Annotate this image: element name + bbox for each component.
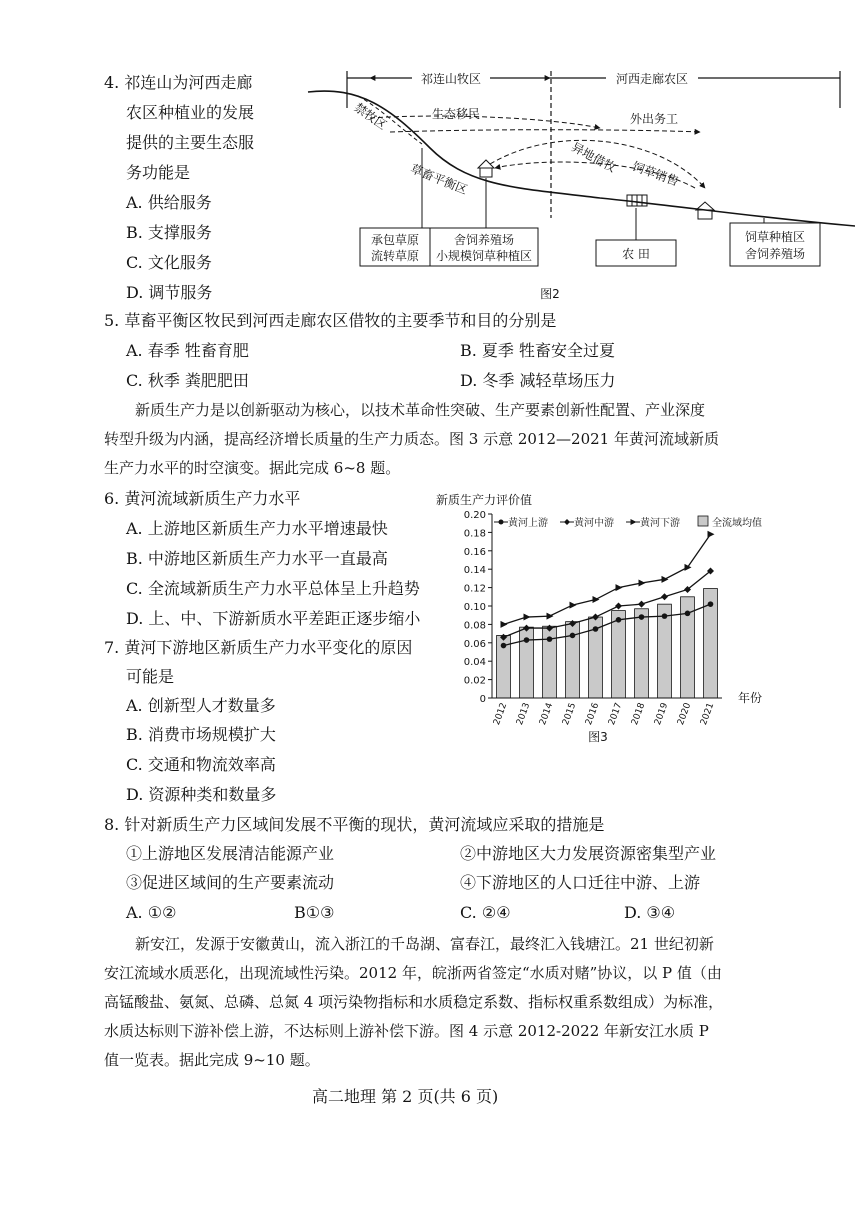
y-tick-label: 0.10 [463, 602, 486, 613]
q7-option-b[interactable]: B. 消费市场规模扩大 [126, 725, 276, 744]
point-diamond [638, 601, 645, 608]
q5-option-b[interactable]: B. 夏季 牲畜安全过夏 [460, 341, 616, 360]
q7-stem-line-2: 可能是 [126, 667, 175, 686]
legend-marker-triangle [631, 519, 637, 525]
x-tick-label: 2021 [699, 701, 717, 727]
point-circle [570, 633, 576, 639]
q4-option-b[interactable]: B. 支撑服务 [126, 223, 212, 242]
y-tick-label: 0.18 [463, 528, 486, 540]
q4-option-c[interactable]: C. 文化服务 [126, 253, 212, 272]
q4-stem-line-4: 务功能是 [126, 163, 191, 182]
q8-option-a[interactable]: A. ①② [126, 903, 177, 922]
bar-average [635, 609, 649, 698]
q8-option-c[interactable]: C. ②④ [460, 903, 511, 922]
x-tick-label: 2013 [515, 701, 533, 727]
q4-option-a[interactable]: A. 供给服务 [126, 193, 212, 212]
passage-1-line-2: 转型升级为内涵，提高经济增长质量的生产力质态。图 3 示意 2012—2021 年黄河流域新质 [104, 430, 719, 448]
point-diamond [661, 593, 668, 600]
point-triangle [685, 564, 692, 571]
svg-text:承包草原: 承包草原 [370, 233, 420, 247]
passage-2-line-1: 新安江，发源于安徽黄山，流入浙江的千岛湖、富春江，最终汇入钱塘江。21 世纪初新 [135, 935, 714, 953]
chart-y-axis-title: 新质生产力评价值 [436, 493, 533, 507]
passage-2-line-2: 安江流域水质恶化，出现流域性污染。2012 年，皖浙两省签定“水质对赌”协议，以 P 值（由 [104, 964, 722, 982]
legend-label: 黄河中游 [574, 518, 614, 529]
q6-option-d[interactable]: D. 上、中、下游新质水平差距正逐步缩小 [126, 609, 421, 628]
region-right-label: 河西走廊农区 [615, 72, 689, 86]
point-circle [593, 626, 599, 632]
point-circle [708, 601, 714, 607]
q8-stem: 8. 针对新质生产力区域间发展不平衡的现状，黄河流域应采取的措施是 [104, 815, 605, 834]
q5-option-d[interactable]: D. 冬季 减轻草场压力 [460, 371, 616, 390]
fodder-label: 饲草销售 [630, 159, 681, 189]
point-circle [639, 614, 645, 620]
point-circle [524, 637, 530, 643]
passage-2-line-5: 值一览表。据此完成 9~10 题。 [104, 1051, 320, 1069]
legend-swatch-bar [698, 516, 708, 526]
x-tick-label: 2018 [630, 701, 648, 727]
x-tick-label: 2016 [584, 701, 602, 727]
svg-text:小规模饲草种植区: 小规模饲草种植区 [435, 249, 533, 263]
q7-option-a[interactable]: A. 创新型人才数量多 [126, 696, 276, 715]
figure-3-chart [436, 490, 784, 748]
q8-option-b[interactable]: B①③ [294, 903, 335, 922]
q4-stem-line-1: 4. 祁连山为河西走廊 [104, 73, 253, 92]
point-circle [501, 643, 507, 649]
q8-item-2: ②中游地区大力发展资源密集型产业 [460, 844, 717, 863]
svg-text:舍饲养殖场: 舍饲养殖场 [453, 233, 515, 247]
passage-2-line-4: 水质达标则下游补偿上游，不达标则上游补偿下游。图 4 示意 2012-2022 年新安江水质 P [104, 1022, 709, 1040]
point-triangle [593, 596, 600, 603]
passage-1-line-1: 新质生产力是以创新驱动为核心，以技术革命性突破、生产要素创新性配置、产业深度 [135, 401, 706, 419]
page-footer: 高二地理 第 2 页(共 6 页) [312, 1087, 499, 1106]
point-circle [685, 611, 691, 617]
y-tick-label: 0.06 [463, 638, 486, 650]
point-triangle [570, 602, 577, 609]
legend-marker-diamond [564, 519, 570, 525]
y-tick-label: 0.12 [463, 583, 486, 595]
bar-average [612, 611, 626, 698]
legend-label: 全流域均值 [712, 518, 762, 529]
q5-option-c[interactable]: C. 秋季 粪肥肥田 [126, 371, 249, 390]
svg-text:饲草种植区: 饲草种植区 [744, 230, 806, 244]
point-circle [616, 617, 622, 623]
svg-text:舍饲养殖场: 舍饲养殖场 [744, 247, 806, 261]
y-tick-label: 0.02 [463, 675, 486, 687]
q6-option-a[interactable]: A. 上游地区新质生产力水平增速最快 [126, 519, 388, 538]
point-triangle [524, 614, 531, 621]
point-triangle [501, 621, 508, 628]
point-triangle [639, 580, 646, 587]
point-circle [662, 613, 668, 619]
migration-arrow [370, 116, 600, 128]
q4-stem-line-3: 提供的主要生态服 [126, 133, 255, 152]
point-triangle [547, 613, 554, 620]
migration-label: 生态移民 [432, 107, 481, 121]
legend-label: 黄河下游 [640, 518, 680, 529]
zone-balance-label: 草畜平衡区 [408, 161, 470, 198]
point-triangle [616, 584, 623, 591]
passage-1-line-3: 生产力水平的时空演变。据此完成 6~8 题。 [104, 459, 401, 477]
figure-2-caption: 图2 [540, 287, 560, 301]
work-arrow [390, 130, 700, 132]
q5-stem: 5. 草畜平衡区牧民到河西走廊农区借牧的主要季节和目的分别是 [104, 311, 557, 330]
q5-option-a[interactable]: A. 春季 牲畜育肥 [126, 341, 249, 360]
line-diamond [504, 571, 711, 637]
x-tick-label: 2012 [492, 701, 510, 727]
q6-option-c[interactable]: C. 全流域新质生产力水平总体呈上升趋势 [126, 579, 420, 598]
farm-house-icon [696, 202, 714, 219]
q7-option-c[interactable]: C. 交通和物流效率高 [126, 755, 276, 774]
passage-2-line-3: 高锰酸盐、氨氮、总磷、总氮 4 项污染物指标和水质稳定系数、指标权重系数组成）为标准， [104, 993, 724, 1011]
q6-option-b[interactable]: B. 中游地区新质生产力水平一直最高 [126, 549, 388, 568]
chart-x-axis-title: 年份 [738, 691, 763, 705]
q7-stem-line-1: 7. 黄河下游地区新质生产力水平变化的原因 [104, 638, 413, 657]
line-circle [504, 604, 711, 645]
region-left-label: 祁连山牧区 [420, 72, 482, 86]
point-triangle [708, 531, 715, 538]
point-triangle [662, 576, 669, 583]
q8-item-3: ③促进区域间的生产要素流动 [126, 873, 335, 892]
y-tick-label: 0.08 [463, 620, 486, 632]
legend-label: 黄河上游 [508, 518, 548, 529]
q6-stem: 6. 黄河流域新质生产力水平 [104, 489, 301, 508]
y-tick-label: 0.14 [463, 565, 486, 577]
y-tick-label: 0 [479, 694, 486, 705]
x-tick-label: 2020 [676, 701, 694, 727]
y-tick-label: 0.16 [463, 546, 486, 558]
point-circle [547, 636, 553, 642]
legend-marker-circle [499, 520, 504, 525]
q8-item-4: ④下游地区的人口迁往中游、上游 [460, 873, 701, 892]
work-label: 外出务工 [630, 112, 679, 126]
svg-text:流转草原: 流转草原 [370, 249, 420, 263]
x-tick-label: 2015 [561, 701, 579, 727]
borrow-label: 异地借牧 [569, 139, 619, 175]
y-tick-label: 0.04 [463, 657, 486, 669]
zone-jinmu-label: 禁牧区 [351, 100, 390, 133]
figure-3-caption: 图3 [588, 730, 608, 744]
figure-2-diagram [300, 68, 855, 308]
q7-option-d[interactable]: D. 资源种类和数量多 [126, 785, 277, 804]
q4-option-d[interactable]: D. 调节服务 [126, 283, 213, 302]
x-tick-label: 2014 [538, 701, 556, 727]
q8-item-1: ①上游地区发展清洁能源产业 [126, 844, 335, 863]
x-tick-label: 2017 [607, 701, 625, 727]
point-diamond [615, 603, 622, 610]
y-tick-label: 0.20 [463, 510, 486, 521]
svg-text:农 田: 农 田 [622, 247, 650, 261]
q8-option-d[interactable]: D. ③④ [624, 903, 676, 922]
x-tick-label: 2019 [653, 701, 671, 727]
q4-stem-line-2: 农区种植业的发展 [126, 103, 255, 122]
